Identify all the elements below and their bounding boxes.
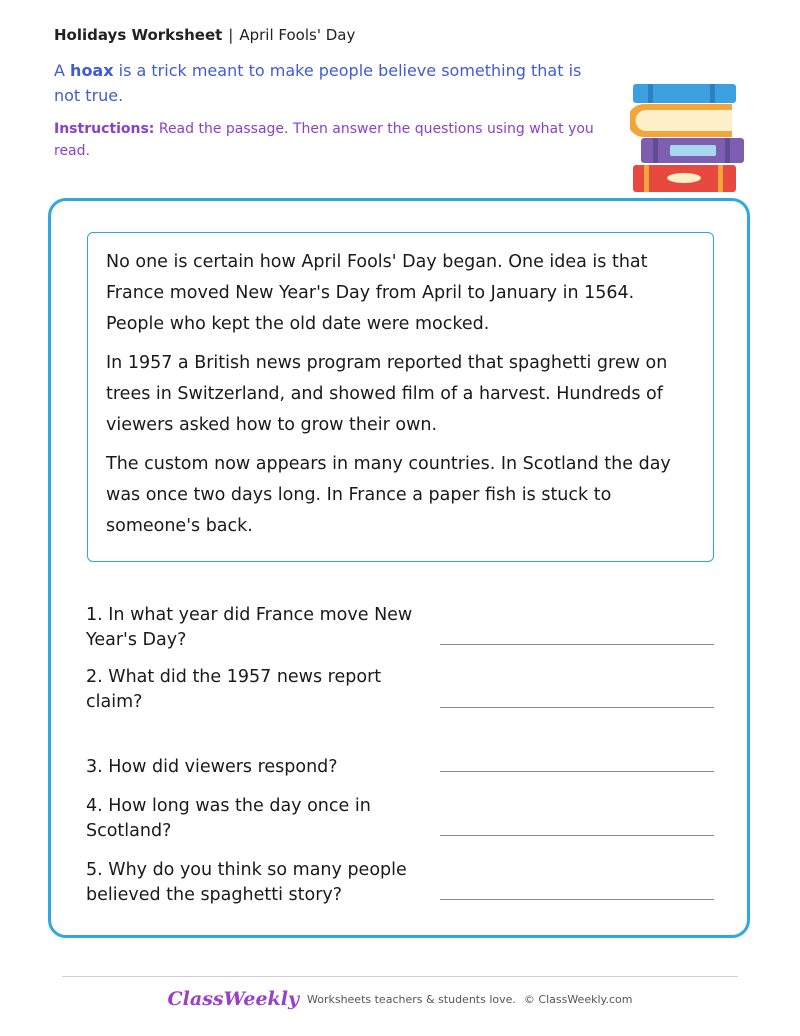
footer-tagline: Worksheets teachers & students love. [306, 993, 516, 1006]
header-separator: | [228, 26, 234, 44]
answer-line-2[interactable] [440, 707, 714, 708]
vocabulary-definition [54, 58, 594, 108]
instructions-label: Instructions: [54, 121, 155, 137]
instructions [54, 118, 594, 162]
footer-copyright: © ClassWeekly.com [523, 993, 633, 1006]
question-5: 5. Why do you think so many people believed the spaghetti story? [86, 860, 407, 905]
answer-line-3[interactable] [440, 771, 714, 772]
reading-passage [87, 232, 714, 562]
answer-line-1[interactable] [440, 644, 714, 645]
worksheet-header [54, 26, 355, 44]
footer-divider [62, 976, 738, 977]
question-1: 1. In what year did France move New Year's Day? [86, 605, 413, 650]
answer-line-5[interactable] [440, 899, 714, 900]
worksheet-topic: April Fools' Day [239, 26, 356, 44]
vocab-term: hoax [70, 61, 114, 80]
stacked-books-icon [630, 82, 746, 194]
question-2: 2. What did the 1957 news report claim? [86, 667, 382, 712]
passage-paragraph: No one is certain how April Fools' Day began. One idea is that France moved New Year's Day from April to January in 1564. People who kept the old date were mocked. [106, 252, 648, 334]
brand-logo: ClassWeekly [167, 988, 299, 1010]
instructions-text: Read the passage. Then answer the questions using what you read. [54, 121, 594, 159]
vocab-article: A [54, 61, 65, 80]
question-4: 4. How long was the day once in Scotland? [86, 796, 371, 841]
vocab-definition: is a trick meant to make people believe something that is not true. [54, 61, 582, 105]
footer [0, 988, 800, 1010]
passage-paragraph: The custom now appears in many countries. In Scotland the day was once two days long. In France a paper fish is stuck to someone's back. [106, 454, 671, 536]
worksheet-label: Holidays Worksheet [54, 26, 223, 44]
question-3: 3. How did viewers respond? [86, 757, 338, 777]
passage-paragraph: In 1957 a British news program reported that spaghetti grew on trees in Switzerland, and showed film of a harvest. Hundreds of viewers asked how to grow their own. [106, 353, 668, 435]
answer-line-4[interactable] [440, 835, 714, 836]
